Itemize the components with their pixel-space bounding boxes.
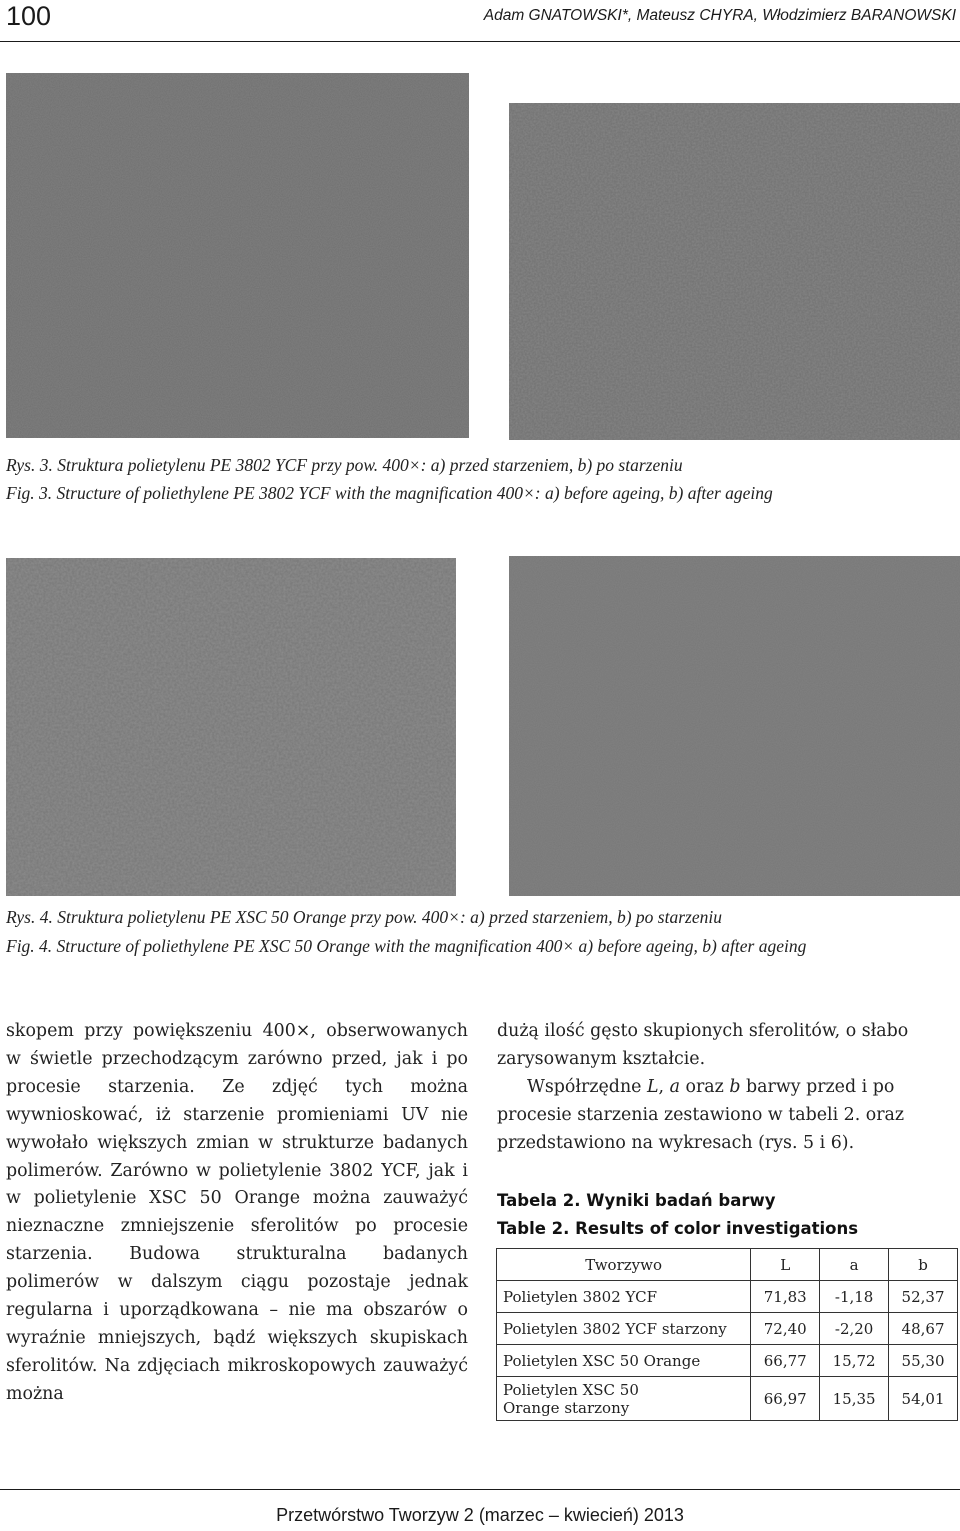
coordinate-L: L bbox=[646, 1076, 659, 1097]
body-left-column bbox=[6, 1018, 468, 1409]
coordinate-a: a bbox=[669, 1076, 680, 1097]
results-table bbox=[496, 1248, 958, 1421]
journal-footer: Przetwórstwo Tworzyw 2 (marzec – kwiecień) 2013 bbox=[276, 1505, 684, 1525]
text-run: Współrzędne bbox=[527, 1076, 647, 1097]
body-paragraph bbox=[497, 1074, 959, 1158]
table-header-cell: Tworzywo bbox=[497, 1249, 751, 1281]
table-row bbox=[497, 1281, 958, 1313]
figure4-caption-en: Fig. 4. Structure of poliethylene PE XSC 50 Orange with the magnification 400× a) before ageing, b) after ageing bbox=[6, 936, 807, 956]
table-cell: Polietylen XSC 50 Orange starzony bbox=[497, 1377, 751, 1421]
body-right-column bbox=[497, 1018, 959, 1158]
figure4-caption-pl: Rys. 4. Struktura polietylenu PE XSC 50 Orange przy pow. 400×: a) przed starzeniem, b) po starzeniu bbox=[6, 907, 722, 927]
body-paragraph: skopem przy powiększeniu 400×, obserwowanych w świetle przechodzącym zarówno przed, jak i po procesie starzenia. Ze zdjęć tych można wywnioskować, iż starzenie promieniami UV nie wywołało większych zmian w strukturze badanych polimerów. Zarówno w polietylenie 3802 YCF, jak i w polietylenie XSC 50 Orange można zauważyć nieznaczne zmniejszenie sferolitów po procesie starzenia. Budowa strukturalna badanych polimerów w dalszym ciągu pozostaje jednak regularna i uporządkowana – nie ma obszarów o wyraźnie mniejszych, bądź większych skupiskach sferolitów. Na zdjęciach mikroskopowych zauważyć można bbox=[6, 1021, 468, 1404]
table-cell: 55,30 bbox=[889, 1345, 958, 1377]
table-cell: 54,01 bbox=[889, 1377, 958, 1421]
text-run: , bbox=[658, 1076, 670, 1097]
table-header-row bbox=[497, 1249, 958, 1281]
table-cell: 48,67 bbox=[889, 1313, 958, 1345]
figure3a-micrograph bbox=[6, 73, 469, 438]
page-number: 100 bbox=[6, 1, 52, 31]
table-cell: -2,20 bbox=[820, 1313, 889, 1345]
coordinate-b: b bbox=[729, 1076, 741, 1097]
table-header-cell: a bbox=[820, 1249, 889, 1281]
table-row bbox=[497, 1377, 958, 1421]
table-cell: 52,37 bbox=[889, 1281, 958, 1313]
table-row bbox=[497, 1313, 958, 1345]
table-row bbox=[497, 1345, 958, 1377]
table-cell: 72,40 bbox=[751, 1313, 820, 1345]
table-header-cell: L bbox=[751, 1249, 820, 1281]
table2-title-pl: Tabela 2. Wyniki badań barwy bbox=[497, 1191, 776, 1210]
table-header-cell: b bbox=[889, 1249, 958, 1281]
body-paragraph: dużą ilość gęsto skupionych sferolitów, o słabo zarysowanym kształcie. bbox=[497, 1021, 909, 1069]
figure3-caption-en: Fig. 3. Structure of poliethylene PE 3802 YCF with the magnification 400×: a) before ageing, b) after ageing bbox=[6, 483, 773, 503]
figure3-caption-pl: Rys. 3. Struktura polietylenu PE 3802 YCF przy pow. 400×: a) przed starzeniem, b) po starzeniu bbox=[6, 455, 683, 475]
table-cell: 15,35 bbox=[820, 1377, 889, 1421]
text-run: barwy przed i po procesie starzenia zestawiono w tabeli 2. oraz przedstawiono na wykresach (rys. 5 i 6). bbox=[497, 1076, 905, 1153]
table-cell: 66,77 bbox=[751, 1345, 820, 1377]
header-rule bbox=[0, 41, 960, 42]
authors-line: Adam GNATOWSKI*, Mateusz CHYRA, Włodzimierz BARANOWSKI bbox=[483, 7, 956, 24]
figure4a-micrograph bbox=[6, 558, 456, 896]
table-cell: 66,97 bbox=[751, 1377, 820, 1421]
text-run: oraz bbox=[679, 1076, 730, 1097]
table-cell: Polietylen 3802 YCF bbox=[497, 1281, 751, 1313]
figure3b-micrograph bbox=[509, 103, 960, 440]
figure4b-micrograph bbox=[509, 556, 960, 896]
table-cell: 15,72 bbox=[820, 1345, 889, 1377]
table-cell: Polietylen 3802 YCF starzony bbox=[497, 1313, 751, 1345]
footer-rule bbox=[0, 1489, 960, 1490]
table-cell: Polietylen XSC 50 Orange bbox=[497, 1345, 751, 1377]
table-cell: -1,18 bbox=[820, 1281, 889, 1313]
table-cell: 71,83 bbox=[751, 1281, 820, 1313]
table2-title-en: Table 2. Results of color investigations bbox=[497, 1219, 859, 1238]
